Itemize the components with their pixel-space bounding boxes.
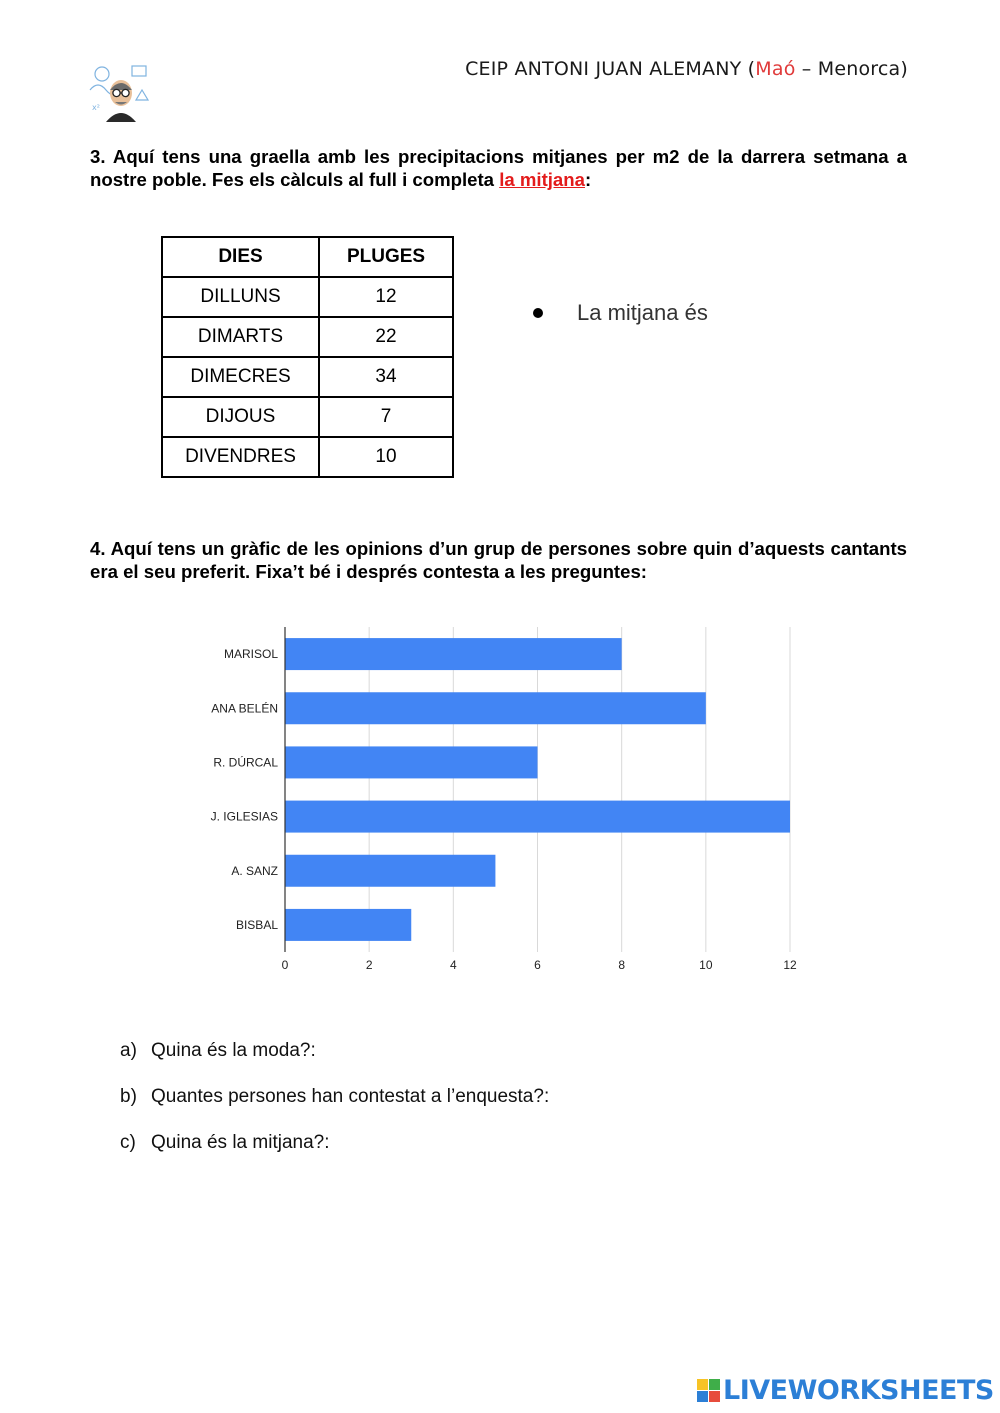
bar-a-sanz bbox=[285, 855, 495, 887]
day-cell: DIJOUS bbox=[162, 397, 319, 437]
grid-lines bbox=[369, 627, 790, 952]
list-item bbox=[120, 1132, 549, 1178]
day-cell: DIMARTS bbox=[162, 317, 319, 357]
header-rain: PLUGES bbox=[319, 237, 453, 277]
bar-r-d-rcal bbox=[285, 746, 538, 778]
mean-highlight: la mitjana bbox=[499, 169, 585, 190]
bullet-icon bbox=[533, 308, 543, 318]
question-letter: a) bbox=[120, 1040, 137, 1061]
day-cell: DIVENDRES bbox=[162, 437, 319, 477]
singer-bar-chart bbox=[190, 615, 810, 980]
table-row bbox=[162, 397, 453, 437]
school-name: CEIP ANTONI JUAN ALEMANY (Maó – Menorca) bbox=[465, 58, 908, 80]
logo-text: LIVEWORKSHEETS bbox=[723, 1375, 994, 1406]
rain-cell: 7 bbox=[319, 397, 453, 437]
table-header-row bbox=[162, 237, 453, 277]
rain-cell: 22 bbox=[319, 317, 453, 357]
x-tick-label: 8 bbox=[618, 958, 626, 972]
logo-cubes-icon bbox=[697, 1379, 720, 1402]
question-text: Quina és la moda?: bbox=[151, 1040, 316, 1061]
x-tick-label: 6 bbox=[534, 958, 541, 972]
question-4: 4. Aquí tens un gràfic de les opinions d’un grup de persones sobre quin d’aquests cantants era el seu preferit. Fixa’t bé i després contesta a les preguntes: bbox=[90, 538, 907, 582]
question-letter: b) bbox=[120, 1086, 137, 1107]
header-days: DIES bbox=[162, 237, 319, 277]
bar-bisbal bbox=[285, 909, 411, 941]
category-label: MARISOL bbox=[223, 647, 278, 662]
bar-ana-bel-n bbox=[285, 692, 706, 724]
x-tick-label: 4 bbox=[449, 958, 457, 972]
bar-j-iglesias bbox=[285, 801, 790, 833]
day-cell: DIMECRES bbox=[162, 357, 319, 397]
x-tick-label: 12 bbox=[783, 958, 797, 972]
bar-marisol bbox=[285, 638, 622, 670]
category-labels bbox=[211, 647, 279, 932]
day-cell: DILLUNS bbox=[162, 277, 319, 317]
list-item bbox=[120, 1086, 549, 1132]
category-label: A. SANZ bbox=[231, 863, 278, 878]
list-item bbox=[120, 1040, 549, 1086]
category-label: J. IGLESIAS bbox=[210, 809, 278, 824]
category-label: BISBAL bbox=[235, 917, 278, 932]
town-name: Maó bbox=[755, 58, 796, 80]
svg-text:x²: x² bbox=[92, 103, 100, 112]
question-3: 3. Aquí tens una graella amb les precipitacions mitjanes per m2 de la darrera setmana a nostre poble. Fes els càlculs al full i completa la mitjana: bbox=[90, 146, 907, 190]
question-text: Quina és la mitjana?: bbox=[151, 1132, 330, 1153]
category-label: ANA BELÉN bbox=[211, 701, 278, 716]
category-label: R. DÚRCAL bbox=[213, 755, 278, 770]
rain-cell: 34 bbox=[319, 357, 453, 397]
table-row bbox=[162, 317, 453, 357]
question-letter: c) bbox=[120, 1132, 136, 1153]
mean-label: La mitjana és bbox=[577, 300, 708, 325]
mean-answer-line bbox=[533, 300, 708, 326]
rain-cell: 10 bbox=[319, 437, 453, 477]
rain-table bbox=[161, 236, 454, 478]
question-list bbox=[120, 1040, 549, 1178]
question-text: Quantes persones han contestat a l’enquesta?: bbox=[151, 1086, 550, 1107]
table-row bbox=[162, 437, 453, 477]
rain-cell: 12 bbox=[319, 277, 453, 317]
x-tick-label: 2 bbox=[365, 958, 373, 972]
liveworksheets-logo bbox=[697, 1375, 994, 1406]
table-row bbox=[162, 277, 453, 317]
avatar bbox=[88, 60, 154, 122]
x-tick-label: 0 bbox=[281, 958, 289, 972]
x-tick-labels bbox=[282, 958, 797, 972]
table-row bbox=[162, 357, 453, 397]
x-tick-label: 10 bbox=[699, 958, 713, 972]
